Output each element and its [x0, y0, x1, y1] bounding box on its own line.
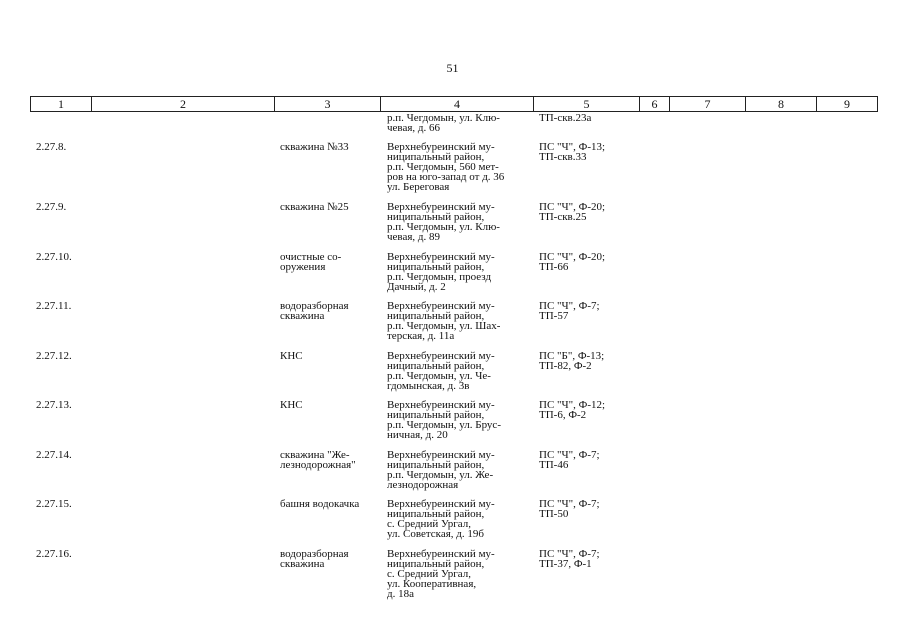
row-address: Верхнебуреинский му- ниципальный район, р.п. Чегдомын, ул. Брус- ничная, д. 20: [387, 399, 501, 441]
row-power: ПС "Ч", Ф-13; ТП-скв.33: [539, 141, 606, 163]
column-number-header: [30, 96, 878, 112]
row-address: Верхнебуреинский му- ниципальный район, с. Средний Ургал, ул. Советская, д. 19б: [387, 498, 495, 540]
header-col-7: 7: [670, 97, 746, 112]
row-power: ПС "Ч", Ф-7; ТП-37, Ф-1: [539, 548, 600, 570]
row-number: 2.27.11.: [36, 300, 72, 312]
row-object: скважина "Же- лезнодорожная": [280, 449, 356, 471]
header-col-1: 1: [31, 97, 92, 112]
row-object: водоразборная скважина: [280, 548, 349, 570]
row-power: ПС "Ч", Ф-20; ТП-66: [539, 251, 606, 273]
row-power: ПС "Ч", Ф-12; ТП-6, Ф-2: [539, 399, 606, 421]
row-number: 2.27.10.: [36, 251, 72, 263]
row-power: ПС "Ч", Ф-7; ТП-57: [539, 300, 600, 322]
row-address: Верхнебуреинский му- ниципальный район, р.п. Чегдомын, ул. Шах- терская, д. 11а: [387, 300, 501, 342]
row-power: ПС "Б", Ф-13; ТП-82, Ф-2: [539, 350, 605, 372]
row-power: ПС "Ч", Ф-7; ТП-46: [539, 449, 600, 471]
row-power: ПС "Ч", Ф-20; ТП-скв.25: [539, 201, 606, 223]
continuation-address: р.п. Чегдомын, ул. Клю- чевая, д. 66: [387, 112, 500, 134]
row-object: башня водокачка: [280, 498, 360, 510]
row-address: Верхнебуреинский му- ниципальный район, р.п. Чегдомын, ул. Клю- чевая, д. 89: [387, 201, 500, 243]
row-address: Верхнебуреинский му- ниципальный район, с. Средний Ургал, ул. Кооперативная, д. 18а: [387, 548, 495, 600]
row-object: скважина №25: [280, 201, 349, 213]
header-col-6: 6: [640, 97, 670, 112]
row-object: КНС: [280, 350, 303, 362]
header-col-5: 5: [534, 97, 640, 112]
row-object: КНС: [280, 399, 303, 411]
row-number: 2.27.9.: [36, 201, 67, 213]
row-power: ПС "Ч", Ф-7; ТП-50: [539, 498, 600, 520]
row-object: скважина №33: [280, 141, 349, 153]
row-number: 2.27.14.: [36, 449, 72, 461]
row-number: 2.27.15.: [36, 498, 72, 510]
row-address: Верхнебуреинский му- ниципальный район, р.п. Чегдомын, 560 мет- ров на юго-запад от д. 36 ул. Береговая: [387, 141, 505, 193]
page-number: 51: [446, 61, 459, 75]
row-address: Верхнебуреинский му- ниципальный район, р.п. Чегдомын, ул. Че- гдомынская, д. 3в: [387, 350, 495, 392]
header-col-3: 3: [275, 97, 381, 112]
header-col-2: 2: [92, 97, 275, 112]
row-object: водоразборная скважина: [280, 300, 349, 322]
row-number: 2.27.13.: [36, 399, 72, 411]
row-number: 2.27.16.: [36, 548, 72, 560]
row-number: 2.27.8.: [36, 141, 67, 153]
header-col-4: 4: [381, 97, 534, 112]
row-number: 2.27.12.: [36, 350, 72, 362]
row-address: Верхнебуреинский му- ниципальный район, р.п. Чегдомын, ул. Же- лезнодорожная: [387, 449, 495, 491]
continuation-power: ТП-скв.23а: [539, 112, 592, 124]
header-col-8: 8: [746, 97, 817, 112]
header-col-9: 9: [817, 97, 878, 112]
row-object: очистные со- оружения: [280, 251, 342, 273]
row-address: Верхнебуреинский му- ниципальный район, р.п. Чегдомын, проезд Дачный, д. 2: [387, 251, 495, 293]
